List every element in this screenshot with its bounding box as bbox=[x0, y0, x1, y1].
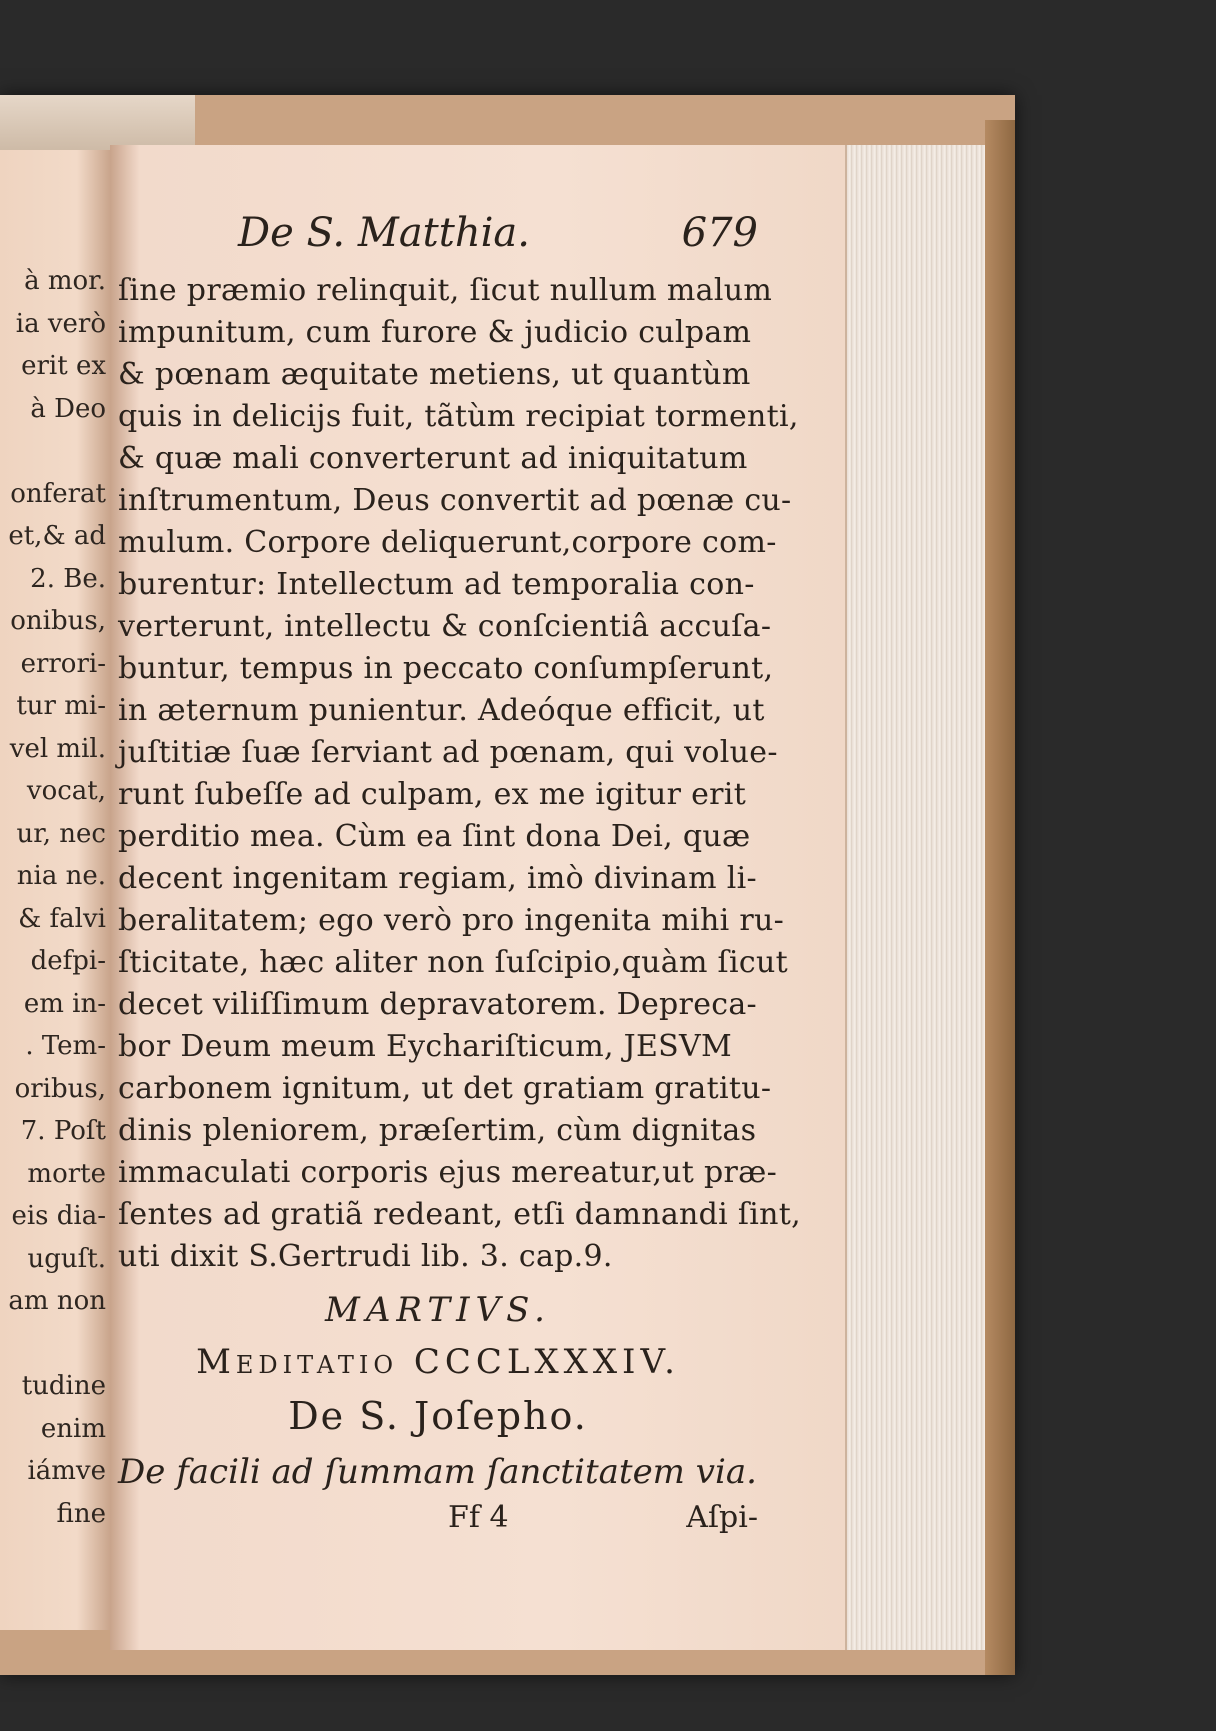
left-text-line: em in- bbox=[23, 988, 106, 1019]
left-text-line: et,& ad bbox=[8, 521, 106, 551]
left-text-line: onferat bbox=[10, 478, 106, 509]
left-text-line: morte bbox=[27, 1158, 106, 1189]
body-text-line: decet viliſſimum depravatorem. Depreca- bbox=[118, 987, 757, 1022]
body-text-line: carbonem ignitum, ut det gratiam gratitu- bbox=[118, 1071, 772, 1106]
body-text-line: quis in delicijs fuit, tãtùm recipiat tormenti, bbox=[118, 399, 799, 434]
body-text-line: runt ſubeſſe ad culpam, ex me igitur erit bbox=[118, 777, 747, 812]
left-text-line: uguſt. bbox=[27, 1243, 106, 1274]
body-text-line: dinis pleniorem, præſertim, cùm dignitas bbox=[118, 1113, 757, 1148]
left-text-line: onibus, bbox=[10, 606, 106, 636]
body-text-line: & quæ mali converterunt ad iniquitatum bbox=[118, 441, 748, 476]
left-text-line: vel mil. bbox=[9, 733, 106, 764]
body-text-line: in æternum punientur. Adeóque efficit, ut bbox=[118, 693, 765, 728]
left-text-line: ia verò bbox=[15, 308, 106, 339]
left-text-line: enim bbox=[40, 1413, 106, 1444]
body-text-line: beralitatem; ego verò pro ingenita mihi ru- bbox=[118, 903, 785, 938]
left-text-line: tudine bbox=[21, 1371, 106, 1401]
body-text-line: impunitum, cum furore & judicio culpam bbox=[118, 315, 752, 350]
body-text-line: juſtitiæ ſuæ ſerviant ad pœnam, qui volue- bbox=[118, 735, 778, 770]
left-text-line: 7. Poſt bbox=[20, 1116, 106, 1146]
body-text-line: perditio mea. Cùm ea ſint dona Dei, quæ bbox=[118, 819, 751, 854]
left-text-line: fine bbox=[56, 1498, 106, 1529]
cover-edge bbox=[985, 120, 1015, 1675]
body-text-line: verterunt, intellectu & conſcientiâ accuſa- bbox=[118, 609, 772, 644]
body-text-line: buntur, tempus in peccato conſumpſerunt, bbox=[118, 651, 774, 686]
body-text bbox=[118, 270, 801, 1278]
footer bbox=[118, 1500, 758, 1550]
body-text-line: bor Deum meum Eychariſticum, JESVM bbox=[118, 1029, 733, 1064]
left-text-line: iámve bbox=[27, 1456, 106, 1486]
left-text-line: eis dia- bbox=[11, 1201, 106, 1231]
left-page-text bbox=[0, 260, 106, 1535]
left-text-line: am non bbox=[8, 1286, 106, 1316]
body-text-line: immaculati corporis ejus mereatur,ut præ- bbox=[118, 1155, 778, 1190]
catchword: Aſpi- bbox=[686, 1500, 758, 1535]
left-text-line: nia ne. bbox=[16, 861, 106, 891]
body-text-line: decent ingenitam regiam, imò divinam li- bbox=[118, 861, 757, 896]
left-text-line: tur mi- bbox=[16, 691, 106, 721]
body-text-line: ſine præmio relinquit, ſicut nullum malum bbox=[118, 273, 773, 308]
left-text-line: errori- bbox=[20, 648, 106, 679]
body-text-line: ſticitate, hæc aliter non ſuſcipio,quàm ſicut bbox=[118, 945, 788, 980]
body-text-line: & pœnam æquitate metiens, ut quantùm bbox=[118, 357, 751, 392]
left-text-line: 2. Be. bbox=[30, 563, 106, 594]
page-edges bbox=[845, 145, 987, 1650]
left-text-line bbox=[0, 430, 106, 473]
left-text-line: vocat, bbox=[26, 776, 106, 806]
saint-heading: De S. Joſepho. bbox=[288, 1394, 588, 1438]
running-title: De S. Matthia. bbox=[238, 210, 530, 256]
page-number: 679 bbox=[681, 210, 758, 256]
left-text-line: erit ex bbox=[21, 351, 106, 381]
left-text-line: . Tem- bbox=[25, 1031, 106, 1061]
left-text-line: ur, nec bbox=[16, 818, 106, 849]
left-text-line: defpi- bbox=[30, 946, 106, 976]
meditation-heading: Meditatio CCCLXXXIV. bbox=[196, 1342, 680, 1382]
left-text-line: & falvi bbox=[18, 903, 106, 934]
left-page bbox=[0, 150, 110, 1630]
body-text-line: ſentes ad gratiã redeant, etſi damnandi ſint, bbox=[118, 1197, 801, 1232]
running-head bbox=[118, 210, 758, 270]
body-text-line: burentur: Intellectum ad temporalia con- bbox=[118, 567, 755, 602]
body-text-line: mulum. Corpore deliquerunt,corpore com- bbox=[118, 525, 777, 560]
subtitle: De facili ad ſummam ſanctitatem via. bbox=[118, 1452, 757, 1492]
body-text-line: inſtrumentum, Deus convertit ad pœnæ cu- bbox=[118, 483, 792, 518]
left-text-line: à Deo bbox=[30, 393, 106, 424]
page-content bbox=[118, 210, 801, 1550]
body-text-line: uti dixit S.Gertrudi lib. 3. cap.9. bbox=[118, 1239, 613, 1274]
left-text-line bbox=[0, 1323, 106, 1366]
month-heading: MARTIVS. bbox=[325, 1290, 551, 1330]
left-text-line: à mor. bbox=[24, 266, 106, 296]
left-text-line: oribus, bbox=[14, 1073, 106, 1104]
signature-mark: Ff 4 bbox=[448, 1500, 509, 1535]
